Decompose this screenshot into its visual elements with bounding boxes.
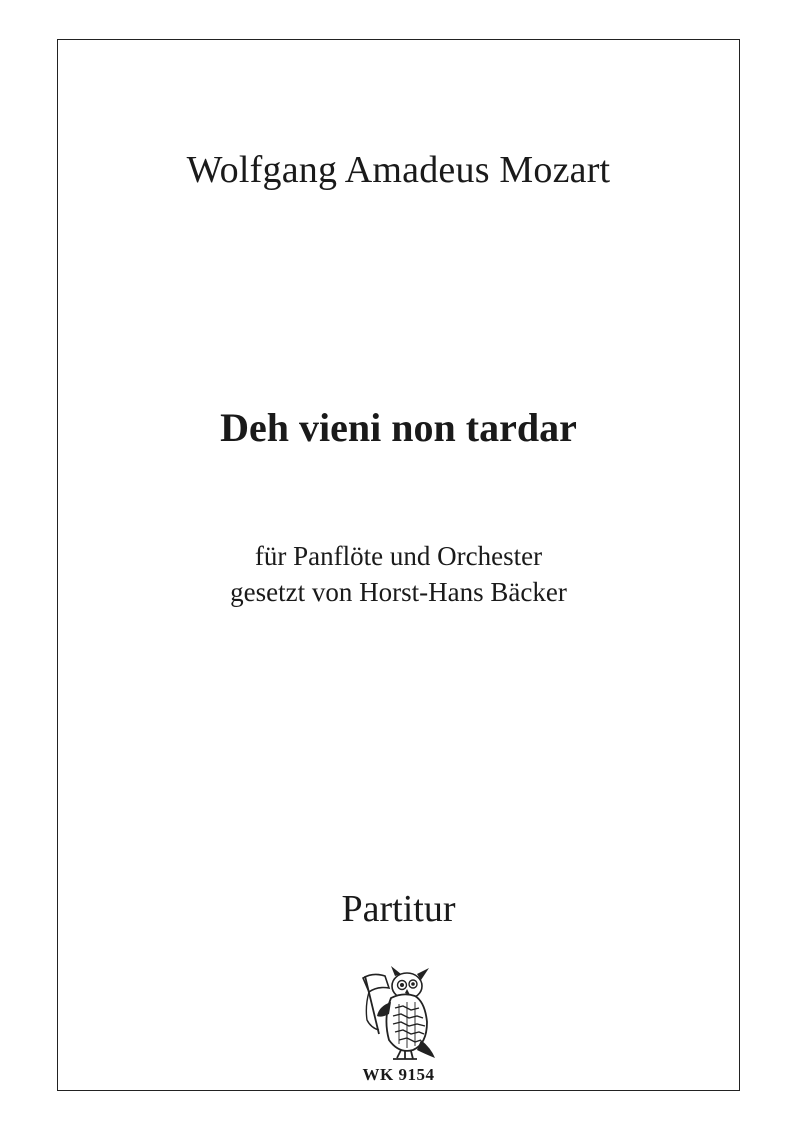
edition-type: Partitur	[341, 888, 456, 930]
composer-name: Wolfgang Amadeus Mozart	[186, 149, 611, 191]
work-title: Deh vieni non tardar	[220, 405, 577, 450]
catalog-number: WK 9154	[362, 1065, 435, 1084]
owl-with-pennant-logo-icon	[355, 958, 445, 1066]
subtitle-instrumentation: für Panflöte und Orchester	[254, 541, 543, 571]
subtitle-arranger: gesetzt von Horst-Hans Bäcker	[230, 577, 567, 607]
subtitle	[57, 538, 740, 610]
